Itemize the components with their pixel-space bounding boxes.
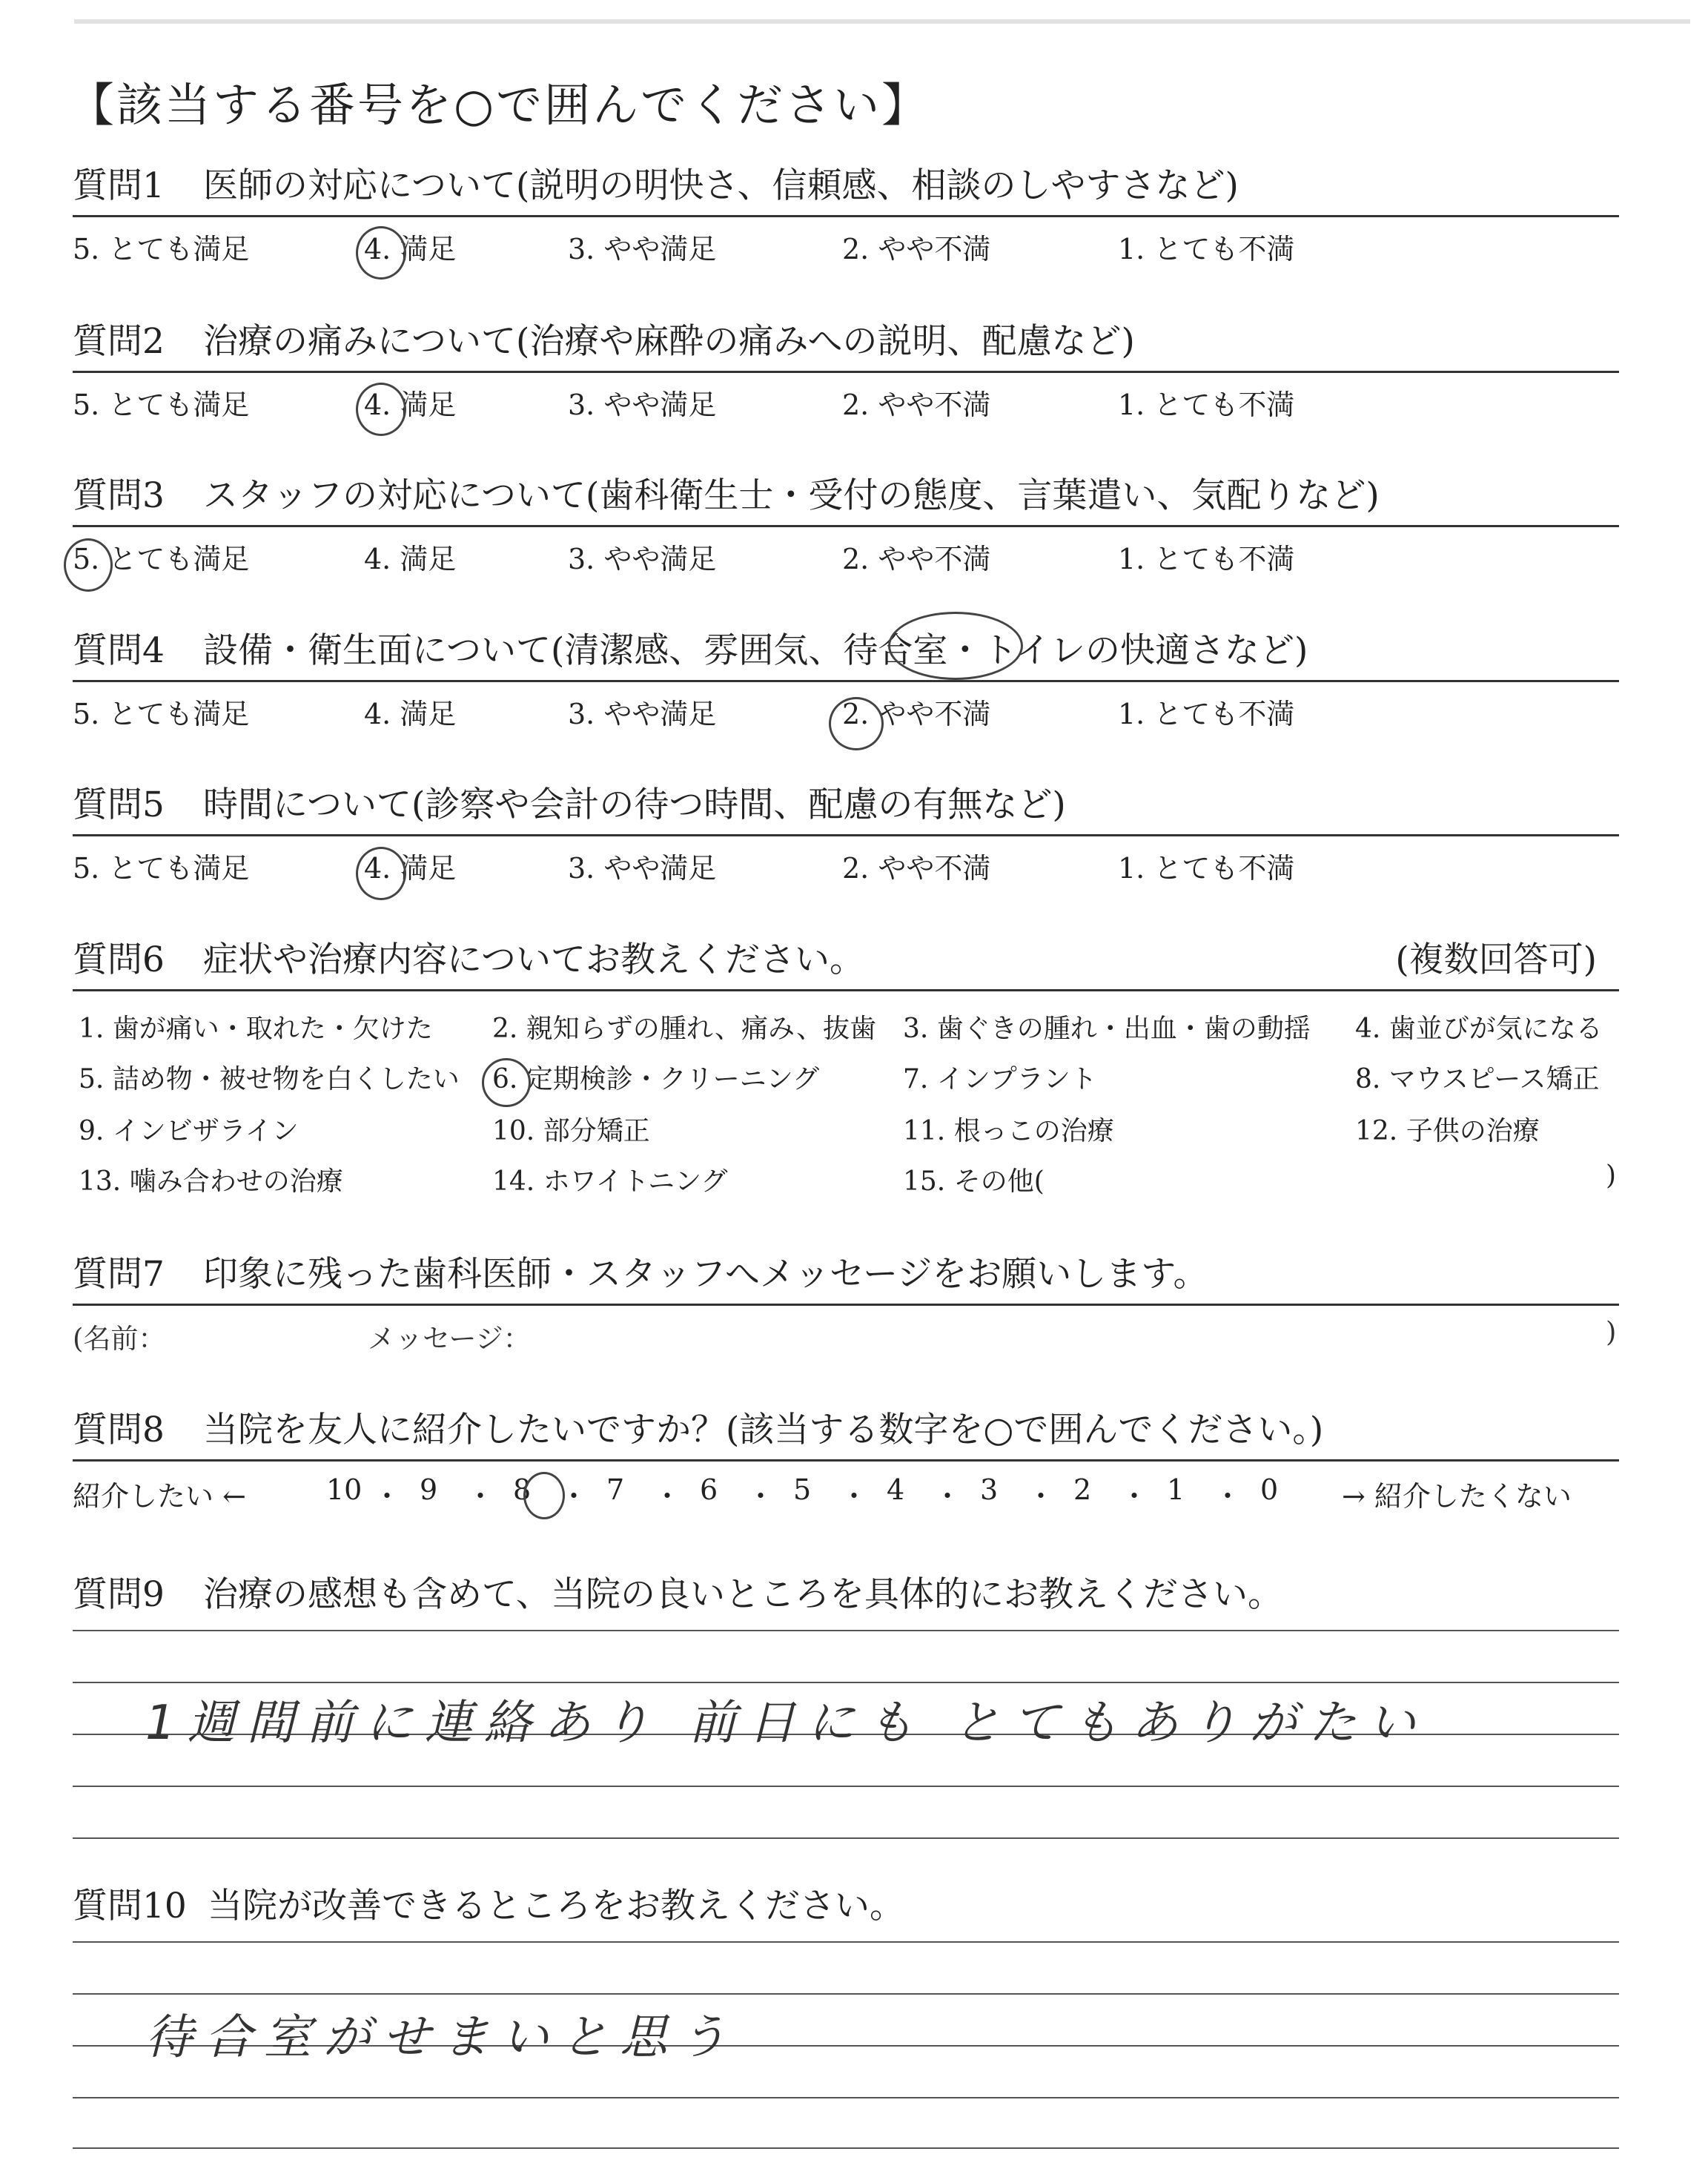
option-1[interactable]: 1. とても不満 bbox=[1118, 389, 1295, 421]
option-1[interactable]: 1. とても不満 bbox=[1118, 852, 1295, 885]
option-4[interactable]: 4. 満足 bbox=[364, 698, 457, 730]
selection-circle bbox=[482, 1058, 531, 1107]
scale-separator: ・ bbox=[466, 1480, 495, 1513]
scale-value-2[interactable]: 2 bbox=[1073, 1473, 1092, 1506]
question-text: 印象に残った歯科医師・スタッフへメッセージをお願いします。 bbox=[203, 1254, 1208, 1295]
scale-value-1[interactable]: 1 bbox=[1167, 1473, 1185, 1506]
symptom-option[interactable]: 2. 親知らずの腫れ、痛み、抜歯 bbox=[492, 1014, 877, 1044]
option-2[interactable]: 2. やや不満 bbox=[842, 852, 991, 885]
other-close-paren: ) bbox=[1606, 1160, 1617, 1191]
symptom-option[interactable]: 11. 根っこの治療 bbox=[903, 1116, 1114, 1146]
selection-circle bbox=[523, 1472, 565, 1519]
selection-circle bbox=[356, 847, 406, 900]
question-7 bbox=[73, 1252, 1619, 1355]
question-number: 質問8 bbox=[73, 1410, 165, 1450]
symptom-option[interactable]: 14. ホワイトニング bbox=[492, 1166, 728, 1197]
multiple-answer-note: (複数回答可) bbox=[1395, 939, 1597, 980]
question-text: 治療の感想も含めて、当院の良いところを具体的にお教えください。 bbox=[203, 1574, 1283, 1615]
symptom-option[interactable]: 4. 歯並びが気になる bbox=[1355, 1014, 1603, 1044]
option-5[interactable]: 5. とても満足 bbox=[73, 233, 250, 265]
question-text: 設備・衛生面について(清潔感、雰囲気、待合室・トイレの快適さなど) bbox=[203, 630, 1308, 671]
option-4[interactable]: 4. 満足 bbox=[364, 233, 457, 265]
option-1[interactable]: 1. とても不満 bbox=[1118, 543, 1295, 575]
scale-separator: ・ bbox=[1120, 1480, 1149, 1513]
answer-line bbox=[73, 1682, 1619, 1683]
form-instruction-header: 【該当する番号を○で囲んでください】 bbox=[68, 78, 930, 132]
scale-separator: ・ bbox=[560, 1480, 589, 1513]
option-1[interactable]: 1. とても不満 bbox=[1118, 698, 1295, 730]
recommend-right-label: → 紹介したくない bbox=[1342, 1480, 1572, 1513]
answer-line bbox=[73, 1786, 1619, 1787]
scale-value-4[interactable]: 4 bbox=[887, 1473, 905, 1506]
option-3[interactable]: 3. やや満足 bbox=[568, 233, 717, 265]
scale-separator: ・ bbox=[653, 1480, 682, 1513]
symptom-option-other[interactable]: 15. その他( bbox=[903, 1166, 1045, 1197]
option-5[interactable]: 5. とても満足 bbox=[73, 852, 250, 885]
scale-separator: ・ bbox=[1027, 1480, 1056, 1513]
scale-value-3[interactable]: 3 bbox=[980, 1473, 999, 1506]
scale-value-7[interactable]: 7 bbox=[606, 1473, 625, 1506]
message-label: メッセージ： bbox=[368, 1323, 531, 1355]
question-8 bbox=[73, 1407, 1619, 1513]
name-label: (名前： bbox=[73, 1323, 166, 1355]
question-number: 質問3 bbox=[73, 475, 165, 516]
option-5[interactable]: 5. とても満足 bbox=[73, 543, 250, 575]
selection-circle bbox=[356, 383, 406, 436]
scale-separator: ・ bbox=[373, 1480, 402, 1513]
option-4[interactable]: 4. 満足 bbox=[364, 852, 457, 885]
question-number: 質問7 bbox=[73, 1254, 165, 1295]
scan-top-edge bbox=[74, 19, 1690, 24]
question-3 bbox=[73, 473, 1619, 576]
symptom-option[interactable]: 6. 定期検診・クリーニング bbox=[492, 1064, 820, 1094]
question-number: 質問10 bbox=[73, 1886, 187, 1926]
question-9 bbox=[73, 1572, 1619, 1624]
symptom-option[interactable]: 3. 歯ぐきの腫れ・出血・歯の動揺 bbox=[903, 1014, 1311, 1044]
scale-value-9[interactable]: 9 bbox=[420, 1473, 438, 1506]
scale-value-8[interactable]: 8 bbox=[513, 1473, 532, 1506]
scale-value-5[interactable]: 5 bbox=[793, 1473, 812, 1506]
option-1[interactable]: 1. とても不満 bbox=[1118, 233, 1295, 265]
question-number: 質問1 bbox=[73, 165, 165, 206]
scale-separator: ・ bbox=[840, 1480, 869, 1513]
question-text: 時間について(診察や会計の待つ時間、配慮の有無など) bbox=[203, 785, 1066, 825]
selection-circle bbox=[64, 538, 113, 592]
selection-circle bbox=[356, 226, 406, 280]
scale-separator: ・ bbox=[1214, 1480, 1242, 1513]
question-text: 医師の対応について(説明の明快さ、信頼感、相談のしやすさなど) bbox=[203, 165, 1239, 206]
question-number: 質問5 bbox=[73, 785, 165, 825]
question-number: 質問4 bbox=[73, 630, 165, 671]
scale-value-0[interactable]: 0 bbox=[1260, 1473, 1279, 1506]
q9-handwritten-answer: 1週間前に連絡あり 前日にも とてもありがたい bbox=[145, 1696, 1428, 1751]
option-5[interactable]: 5. とても満足 bbox=[73, 698, 250, 730]
option-2[interactable]: 2. やや不満 bbox=[842, 233, 991, 265]
q10-handwritten-answer: 待合室がせまいと思う bbox=[145, 2010, 738, 2065]
question-text: 当院が改善できるところをお教えください。 bbox=[208, 1886, 904, 1926]
answer-line bbox=[73, 1837, 1619, 1839]
option-3[interactable]: 3. やや満足 bbox=[568, 698, 717, 730]
symptom-option[interactable]: 8. マウスピース矯正 bbox=[1355, 1064, 1600, 1094]
option-3[interactable]: 3. やや満足 bbox=[568, 389, 717, 421]
question-text: 治療の痛みについて(治療や麻酔の痛みへの説明、配慮など) bbox=[203, 321, 1135, 362]
option-4[interactable]: 4. 満足 bbox=[364, 543, 457, 575]
symptom-option[interactable]: 10. 部分矯正 bbox=[492, 1116, 650, 1146]
option-2[interactable]: 2. やや不満 bbox=[842, 389, 991, 421]
selection-circle bbox=[829, 697, 884, 750]
symptom-option[interactable]: 1. 歯が痛い・取れた・欠けた bbox=[79, 1014, 433, 1044]
symptom-option[interactable]: 7. インプラント bbox=[903, 1064, 1097, 1094]
question-6 bbox=[73, 937, 1619, 1206]
selection-circle bbox=[888, 612, 1023, 680]
question-text: 症状や治療内容についてお教えください。 bbox=[203, 939, 865, 980]
answer-line bbox=[73, 1993, 1619, 1995]
option-4[interactable]: 4. 満足 bbox=[364, 389, 457, 421]
scale-separator: ・ bbox=[933, 1480, 962, 1513]
symptom-option[interactable]: 12. 子供の治療 bbox=[1355, 1116, 1540, 1146]
question-10 bbox=[73, 1883, 1619, 1935]
symptom-option[interactable]: 13. 噛み合わせの治療 bbox=[79, 1166, 343, 1197]
scale-separator: ・ bbox=[747, 1480, 775, 1513]
question-text: スタッフの対応について(歯科衛生士・受付の態度、言葉遣い、気配りなど) bbox=[203, 475, 1380, 516]
recommend-left-label: 紹介したい ← bbox=[73, 1480, 246, 1513]
question-2 bbox=[73, 319, 1619, 422]
question-number: 質問2 bbox=[73, 321, 165, 362]
answer-line bbox=[73, 1630, 1619, 1631]
option-5[interactable]: 5. とても満足 bbox=[73, 389, 250, 421]
answer-line bbox=[73, 2097, 1619, 2098]
scale-value-6[interactable]: 6 bbox=[700, 1473, 718, 1506]
option-3[interactable]: 3. やや満足 bbox=[568, 543, 717, 575]
symptom-option[interactable]: 9. インビザライン bbox=[79, 1116, 299, 1146]
message-close-paren: ) bbox=[1606, 1316, 1617, 1348]
question-text: 当院を友人に紹介したいですか？(該当する数字を○で囲んでください。) bbox=[203, 1410, 1324, 1450]
question-number: 質問9 bbox=[73, 1574, 165, 1615]
question-number: 質問6 bbox=[73, 939, 165, 980]
symptom-option[interactable]: 5. 詰め物・被せ物を白くしたい bbox=[79, 1064, 460, 1094]
option-2[interactable]: 2. やや不満 bbox=[842, 698, 991, 730]
answer-line bbox=[73, 2147, 1619, 2149]
question-5 bbox=[73, 782, 1619, 885]
answer-line bbox=[73, 1941, 1619, 1943]
option-2[interactable]: 2. やや不満 bbox=[842, 543, 991, 575]
scale-value-10[interactable]: 10 bbox=[326, 1473, 363, 1506]
option-3[interactable]: 3. やや満足 bbox=[568, 852, 717, 885]
question-1 bbox=[73, 163, 1619, 266]
